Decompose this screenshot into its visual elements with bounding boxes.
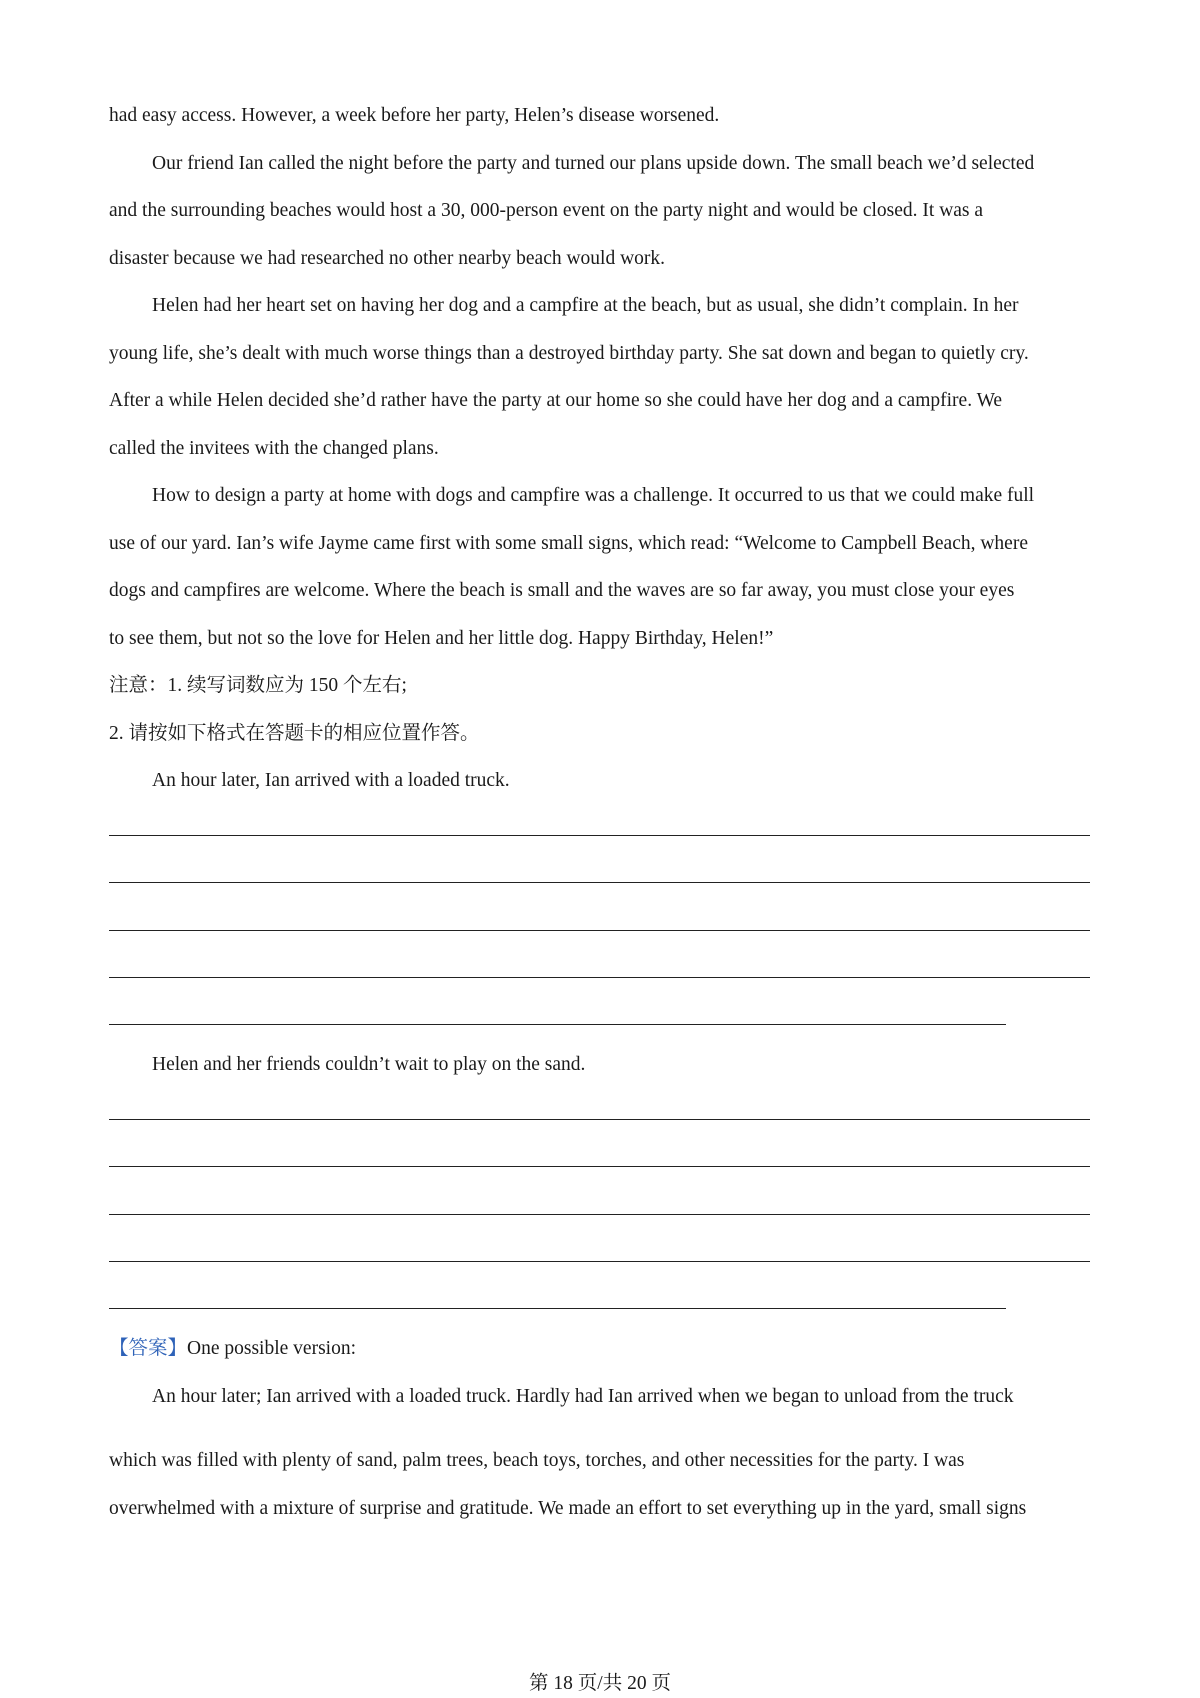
answer-blank-line <box>109 882 1090 883</box>
body-text-line: Our friend Ian called the night before the party and turned our plans upside down. The small beach we’d selected <box>152 153 1035 174</box>
answer-blank-line <box>109 930 1090 931</box>
answer-label: 【答案】 <box>109 1338 188 1359</box>
body-text-line: dogs and campfires are welcome. Where the beach is small and the waves are so far away, you must close your eyes <box>109 580 1015 601</box>
answer-blank-line <box>109 1308 1006 1309</box>
body-text-line: called the invitees with the changed plans. <box>109 438 439 459</box>
body-text-line: use of our yard. Ian’s wife Jayme came first with some small signs, which read: “Welcome to Campbell Beach, where <box>109 533 1028 554</box>
note-format: 2. 请按如下格式在答题卡的相应位置作答。 <box>109 723 480 744</box>
answer-blank-line <box>109 1119 1090 1120</box>
body-text-line: to see them, but not so the love for Helen and her little dog. Happy Birthday, Helen!” <box>109 628 774 649</box>
continuation-prompt-1: An hour later, Ian arrived with a loaded truck. <box>152 770 510 791</box>
answer-heading <box>109 1337 356 1361</box>
answer-intro: One possible version: <box>187 1338 356 1359</box>
answer-text-line: which was filled with plenty of sand, palm trees, beach toys, torches, and other necessities for the party. I was <box>109 1450 965 1471</box>
answer-blank-line <box>109 1024 1006 1025</box>
answer-blank-line <box>109 1166 1090 1167</box>
body-text-line: After a while Helen decided she’d rather have the party at our home so she could have her dog and a campfire. We <box>109 390 1003 411</box>
body-text-line: How to design a party at home with dogs and campfire was a challenge. It occurred to us that we could make full <box>152 485 1035 506</box>
body-text-line: young life, she’s dealt with much worse things than a destroyed birthday party. She sat down and began to quietly cry. <box>109 343 1029 364</box>
answer-text-line: overwhelmed with a mixture of surprise and gratitude. We made an effort to set everything up in the yard, small signs <box>109 1498 1027 1519</box>
answer-blank-line <box>109 1261 1090 1262</box>
answer-blank-line <box>109 977 1090 978</box>
body-text-line: had easy access. However, a week before her party, Helen’s disease worsened. <box>109 105 720 126</box>
body-text-line: and the surrounding beaches would host a 30, 000-person event on the party night and would be closed. It was a <box>109 200 984 221</box>
answer-blank-line <box>109 1214 1090 1215</box>
body-text-line: disaster because we had researched no other nearby beach would work. <box>109 248 666 269</box>
body-text-line: Helen had her heart set on having her dog and a campfire at the beach, but as usual, she didn’t complain. In her <box>152 295 1019 316</box>
answer-blank-line <box>109 835 1090 836</box>
answer-text-line: An hour later; Ian arrived with a loaded truck. Hardly had Ian arrived when we began to unload from the truck <box>152 1386 1014 1407</box>
continuation-prompt-2: Helen and her friends couldn’t wait to play on the sand. <box>152 1054 586 1075</box>
page-number: 第 18 页/共 20 页 <box>529 1673 671 1694</box>
note-word-count: 注意：1. 续写词数应为 150 个左右; <box>109 675 407 696</box>
